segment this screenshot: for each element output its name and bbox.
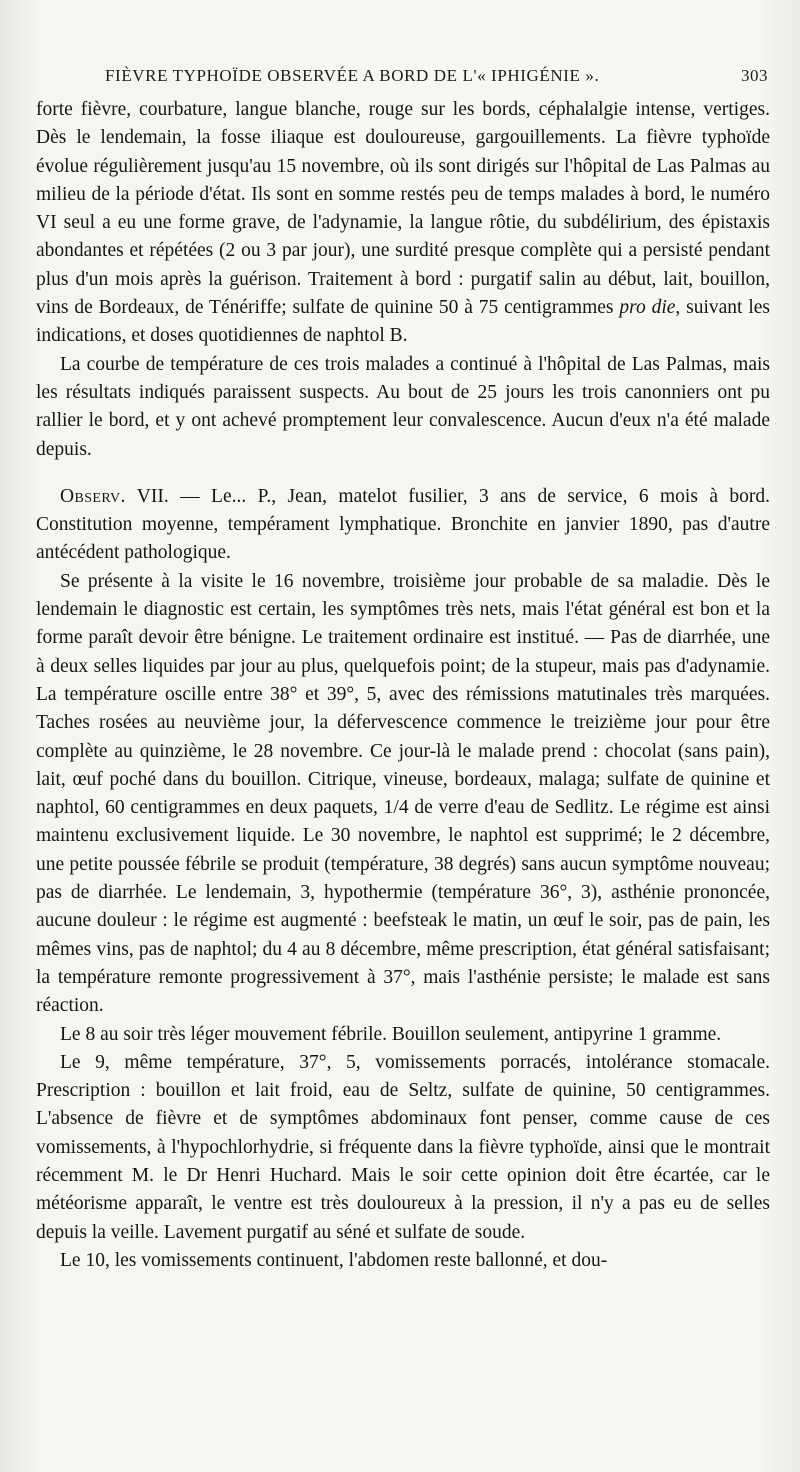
- paragraph-continuation: [36, 96, 770, 351]
- page-number: 303: [741, 66, 768, 85]
- running-header: [0, 66, 800, 90]
- running-title: FIÈVRE TYPHOÏDE OBSERVÉE A BORD DE L'« IPHIGÉNIE ».: [105, 66, 600, 85]
- observation-label: Observ.: [60, 485, 126, 507]
- paragraph-temperature-curve: La courbe de température de ces trois malades a continué à l'hôpital de Las Palmas, mais les résultats indiqués paraissent suspects. Au bout de 25 jours les trois canonniers ont pu rallier le bord, et y ont achevé promptement leur convalescence. Aucun d'eux n'a été malade depuis.: [36, 353, 770, 460]
- observation-text: VII. — Le... P., Jean, matelot fusilier, 3 ans de service, 6 mois à bord. Constitution moyenne, tempérament lymphatique. Bronchite en janvier 1890, pas d'autre antécédent pathologique.: [36, 485, 770, 564]
- body-text: [36, 96, 770, 1275]
- paragraph-ninth-day: Le 9, même température, 37°, 5, vomissements porracés, intolérance stomacale. Prescription : bouillon et lait froid, eau de Seltz, sulfate de quinine, 50 centigrammes. L'absence de fièvre et de symptômes abdominaux font penser, comme cause de ces vomissements, à l'hypochlorhydrie, si fréquente dans la fièvre typhoïde, ainsi que le montrait récemment M. le Dr Henri Huchard. Mais le soir cette opinion doit être écartée, car le météorisme apparaît, le ventre est très douloureux à la pression, il n'y a pas eu de selles depuis la veille. Lavement purgatif au séné et sulfate de soude.: [36, 1051, 770, 1243]
- paragraph-clinical-course: Se présente à la visite le 16 novembre, troisième jour probable de sa maladie. Dès le lendemain le diagnostic est certain, les symptômes très nets, mais l'état général est bon et la forme paraît devoir être bénigne. Le traitement ordinaire est institué. — Pas de diarrhée, une à deux selles liquides par jour au plus, quelquefois point; de la stupeur, mais pas d'adynamie. La température oscille entre 38° et 39°, 5, avec des rémissions matutinales très marquées. Taches rosées au neuvième jour, la défervescence commence le treizième jour pour être complète au quinzième, le 28 novembre. Ce jour-là le malade prend : chocolat (sans pain), lait, œuf poché dans du bouillon. Citrique, vineuse, bordeaux, malaga; sulfate de quinine et naphtol, 60 centigrammes en deux paquets, 1/4 de verre d'eau de Sedlitz. Le régime est ainsi maintenu exclusivement liquide. Le 30 novembre, le naphtol est supprimé; le 2 décembre, une petite poussée fébrile se produit (température, 38 degrés) sans aucun symptôme nouveau; pas de diarrhée. Le lendemain, 3, hypothermie (température 36°, 3), asthénie prononcée, aucune douleur : le régime est augmenté : beefsteak le matin, un œuf le soir, pas de pain, les mêmes vins, pas de naphtol; du 4 au 8 décembre, même prescription, état général satisfaisant; la température remonte progressivement à 37°, mais l'asthénie persiste; le malade est sans réaction.: [36, 570, 770, 1017]
- paragraph-text: forte fièvre, courbature, langue blanche, rouge sur les bords, céphalalgie intense, vertiges. Dès le lendemain, la fosse iliaque est douloureuse, gargouillements. La fièvre typhoïde évolue régulièrement jusqu'au 15 novembre, où ils sont dirigés sur l'hôpital de Las Palmas au milieu de la période d'état. Ils sont en somme restés peu de temps malades à bord, le numéro VI seul a eu une forme grave, de l'adynamie, la langue rôtie, du subdélirium, des épistaxis abondantes et répétées (2 ou 3 par jour), une surdité presque complète qui a persisté pendant plus d'un mois après la guérison. Traitement à bord : purgatif salin au début, lait, bouillon, vins de Bordeaux, de Ténériffe; sulfate de quinine 50 à 75 centigrammes: [36, 99, 770, 319]
- paragraph-eighth-evening: Le 8 au soir très léger mouvement fébrile. Bouillon seulement, antipyrine 1 gramme.: [60, 1023, 722, 1045]
- paragraph-tenth-day: Le 10, les vomissements continuent, l'abdomen reste ballonné, et dou-: [60, 1249, 608, 1271]
- paragraph-text-end: , suivant les indications, et doses quotidiennes de naphtol B.: [36, 297, 770, 347]
- italic-phrase: pro die: [619, 297, 676, 319]
- observation-heading-paragraph: [36, 483, 770, 568]
